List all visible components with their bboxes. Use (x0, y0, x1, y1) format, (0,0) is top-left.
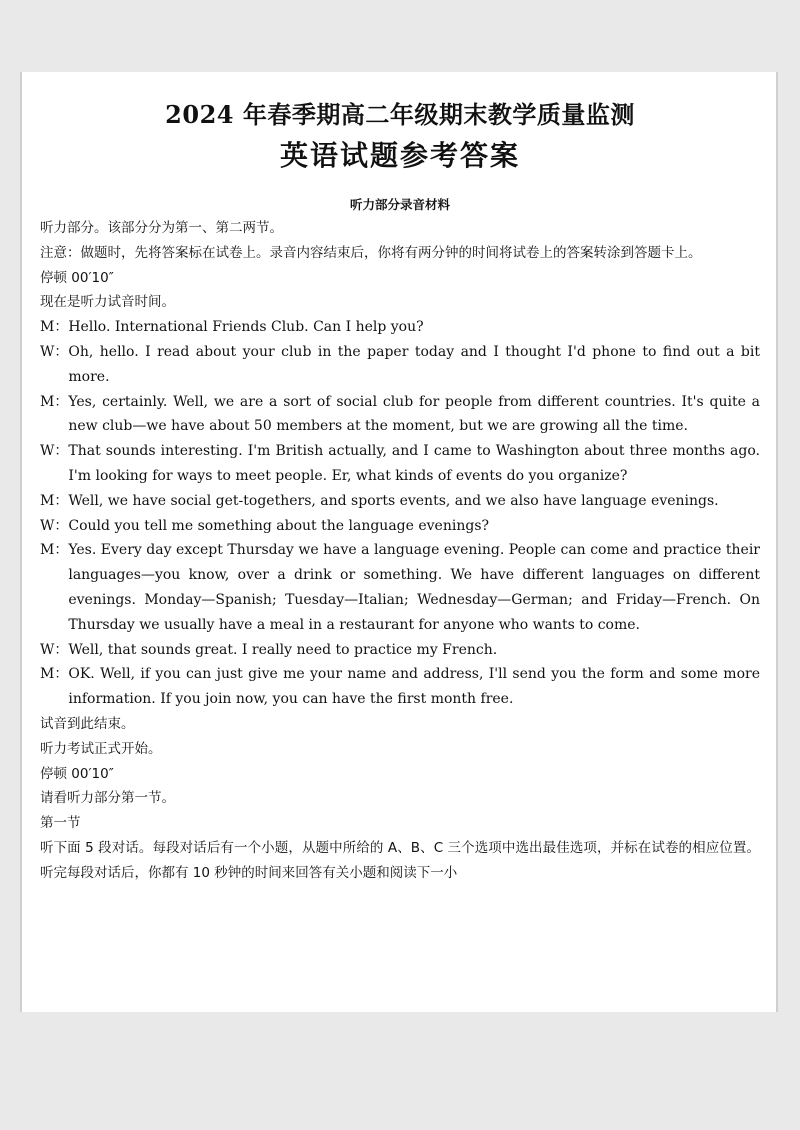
outro-line: 请看听力部分第一节。 (40, 790, 175, 807)
outro-line: 听力考试正式开始。 (40, 740, 162, 757)
dialogue-text: Yes. Every day except Thursday we have a language evening. People can come and practice their languages—you know, over a drink or something. We have different languages on different evenings. Monday—Spanish; Tuesday—Italian; Wednesday—German; and Friday—French. On Thursday we usually have a meal in a restaurant for anyone who wants to come. (68, 542, 760, 633)
dialogue-text: Yes, certainly. Well, we are a sort of social club for people from different countries. It's quite a new club—we have about 50 members at the moment, but we are growing all the time. (68, 393, 760, 435)
dialogue-line (40, 514, 760, 539)
intro-line: 注意：做题时，先将答案标在试卷上。录音内容结束后，你将有两分钟的时间将试卷上的答案转涂到答题卡上。 (40, 244, 702, 261)
dialogue-line (40, 390, 760, 440)
dialogue-line (40, 315, 760, 340)
speaker-label: W： (40, 343, 69, 360)
dialogue-text: Oh, hello. I read about your club in the paper today and I thought I'd phone to find out a bit more. (68, 343, 760, 385)
speaker-label: M： (40, 542, 69, 559)
dialogue-line (40, 489, 760, 514)
dialogue-text: Could you tell me something about the language evenings? (68, 517, 490, 534)
answer-key-title: 英语试题参考答案 (279, 139, 520, 172)
dialogue-line (40, 638, 760, 663)
intro-line: 现在是听力试音时间。 (40, 294, 175, 311)
dialogue-line (40, 439, 760, 489)
dialogue-text: That sounds interesting. I'm British actually, and I came to Washington about three months ago. I'm looking for ways to meet people. Er, what kinds of events do you organize? (68, 443, 760, 484)
exam-title: 2024 年春季期高二年级期末教学质量监测 (165, 100, 635, 129)
dialogue-text: Well, that sounds great. I really need to practice my French. (68, 641, 498, 658)
outro-line: 听下面 5 段对话。每段对话后有一个小题，从题中所给的 A、B、C 三个选项中选出最佳选项，并标在试卷的相应位置。听完每段对话后，你都有 10 秒钟的时间来回答有关小题和阅读下一小 (40, 839, 760, 881)
document-page (20, 72, 778, 1012)
speaker-label: W： (40, 641, 69, 658)
dialogue-text: Hello. International Friends Club. Can I help you? (68, 319, 424, 336)
document-content (40, 98, 760, 886)
speaker-label: M： (40, 393, 69, 410)
dialogue-line (40, 538, 760, 637)
intro-line: 听力部分。该部分分为第一、第二两节。 (40, 220, 283, 236)
dialogue-line (40, 662, 760, 712)
intro-line: 停顿 00′10″ (40, 269, 114, 286)
outro-line: 停顿 00′10″ (40, 765, 114, 782)
speaker-label: W： (40, 517, 69, 534)
page-edge-right (776, 72, 778, 1012)
outro-line: 第一节 (40, 815, 81, 832)
dialogue-text: Well, we have social get-togethers, and sports events, and we also have language evenings. (68, 492, 719, 509)
dialogue-text: OK. Well, if you can just give me your name and address, I'll send you the form and some more information. If you join now, you can have the first month free. (68, 666, 760, 708)
speaker-label: M： (40, 666, 69, 683)
speaker-label: W： (40, 443, 69, 460)
dialogue-line (40, 340, 760, 390)
page-edge-left (20, 72, 22, 1012)
speaker-label: M： (40, 319, 69, 336)
section-heading: 听力部分录音材料 (349, 197, 450, 212)
outro-line: 试音到此结束。 (40, 715, 135, 732)
speaker-label: M： (40, 492, 69, 509)
